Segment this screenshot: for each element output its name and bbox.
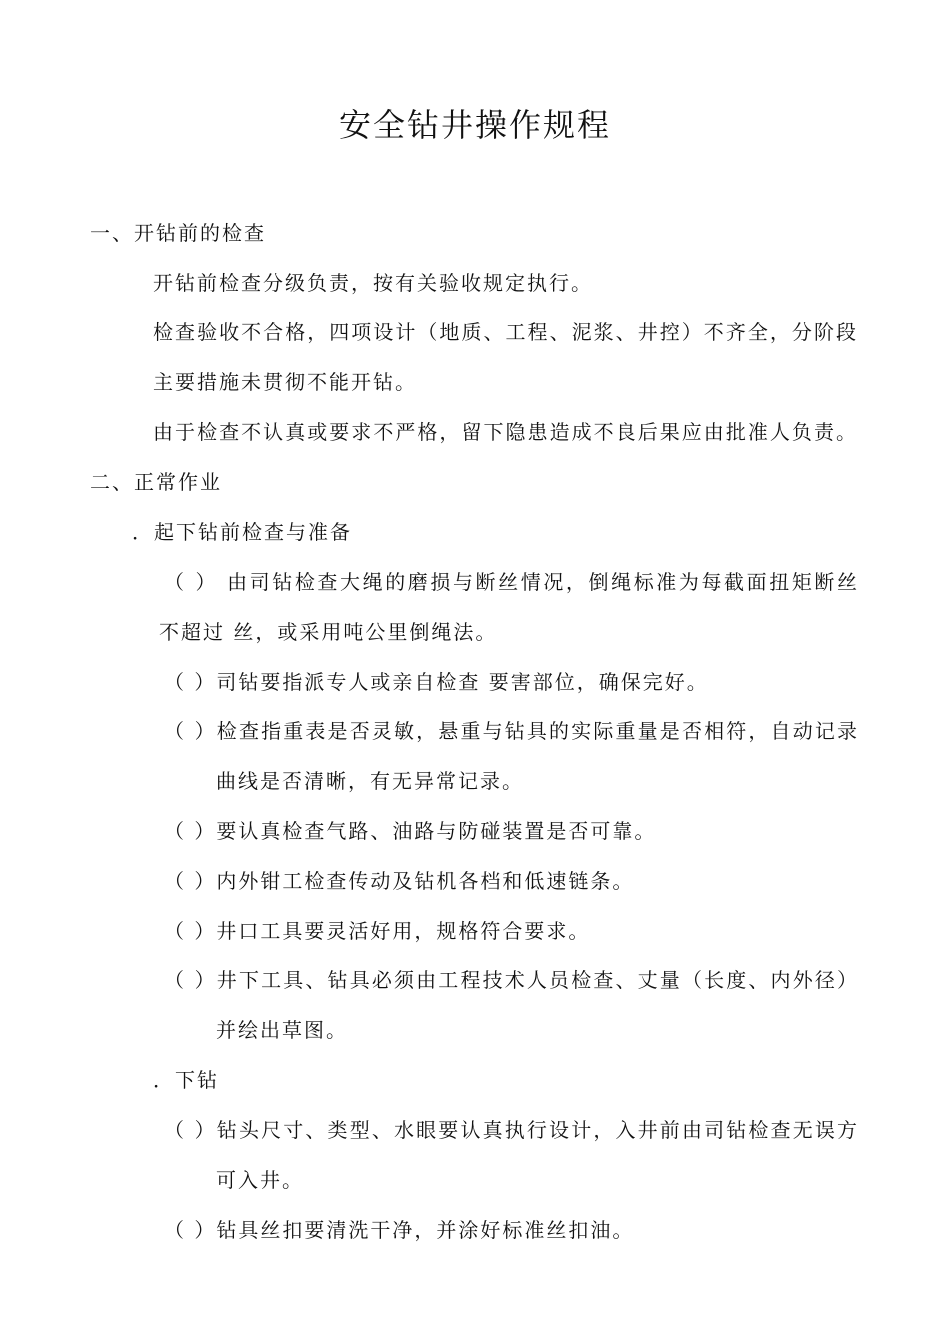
paragraph-2: 检查验收不合格，四项设计（地质、工程、泥浆、井控）不齐全，分阶段 [153,320,857,344]
list-item-8-cont: 可入井。 [216,1168,304,1192]
list-item-3-cont: 曲线是否清晰，有无异常记录。 [216,769,524,793]
list-item-4: （ ）要认真检查气路、油路与防碰装置是否可靠。 [164,819,657,843]
page-title: 安全钻井操作规程 [338,106,611,144]
paragraph-2-cont: 主要措施未贯彻不能开钻。 [153,370,417,394]
list-item-3: （ ）检查指重表是否灵敏，悬重与钻具的实际重量是否相符，自动记录 [164,719,858,743]
list-item-6: （ ）井口工具要灵活好用，规格符合要求。 [164,919,591,943]
paragraph-1: 开钻前检查分级负责，按有关验收规定执行。 [153,271,593,295]
paragraph-3: 由于检查不认真或要求不严格，留下隐患造成不良后果应由批准人负责。 [153,420,857,444]
list-item-2: （ ）司钻要指派专人或亲自检查 要害部位，确保完好。 [164,670,709,694]
section-heading-1: 一、开钻前的检查 [90,221,266,245]
list-item-1: （ ） 由司钻检查大绳的磨损与断丝情况，倒绳标准为每截面扭矩断丝 [164,570,858,594]
subsection-heading-1: ．起下钻前检查与准备 [132,520,352,544]
list-item-1-cont: 不超过 丝，或采用吨公里倒绳法。 [159,620,498,644]
list-item-8: （ ）钻头尺寸、类型、水眼要认真执行设计，入井前由司钻检查无误方 [164,1118,858,1142]
list-item-5: （ ）内外钳工检查传动及钻机各档和低速链条。 [164,869,635,893]
subsection-heading-2: ．下钻 [153,1068,219,1092]
section-heading-2: 二、正常作业 [90,470,222,494]
list-item-9: （ ）钻具丝扣要清洗干净，并涂好标准丝扣油。 [164,1218,635,1242]
list-item-7: （ ）井下工具、钻具必须由工程技术人员检查、丈量（长度、内外径） [164,968,858,992]
list-item-7-cont: 并绘出草图。 [216,1018,348,1042]
